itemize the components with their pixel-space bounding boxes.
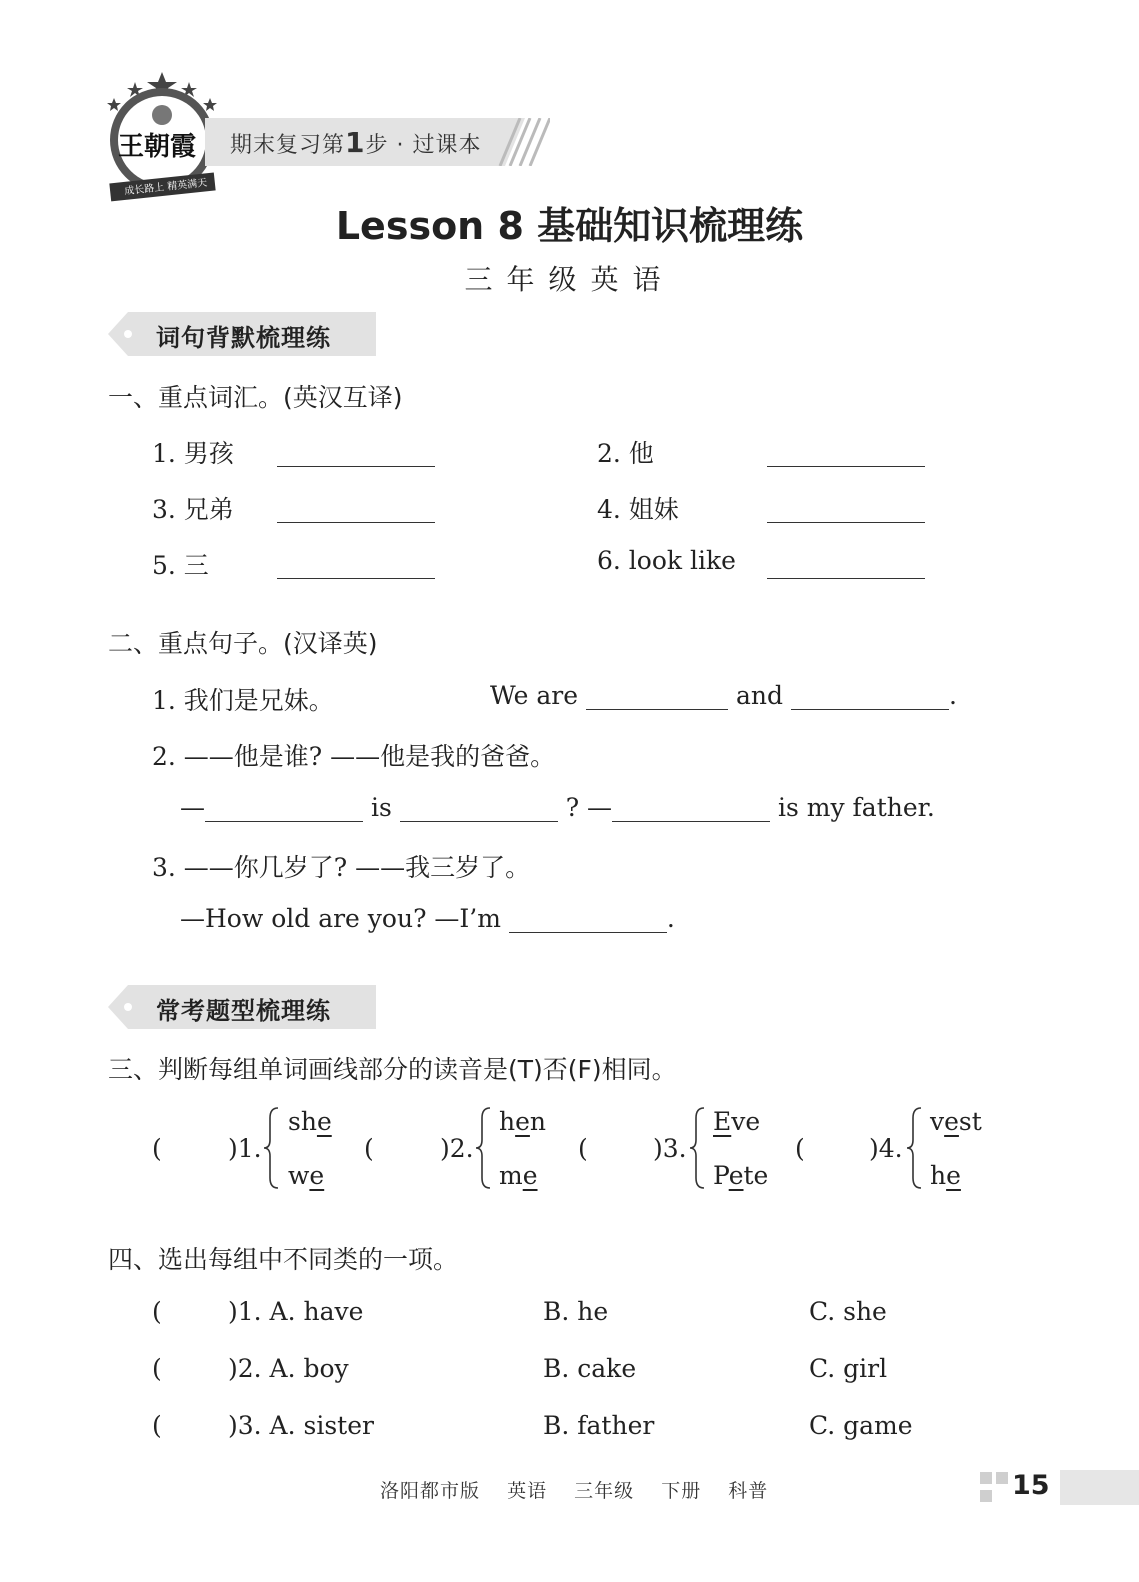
pron-group-num: )3. [653,1134,687,1163]
vocab-item-4: 4. 姐妹 [597,495,679,524]
footer-grade: 三年级 [574,1480,635,1502]
choice-option-a: )1. A. have [228,1297,364,1326]
pron-word: me [499,1161,538,1190]
choice-option-b: B. he [543,1297,609,1326]
vocab-answer-1[interactable] [277,442,435,467]
sentence-q2-blank-3[interactable] [612,797,770,822]
pron-word: she [288,1107,332,1136]
sentence-q1-en: We are and . [490,681,957,710]
vocab-item-6: 6. look like [597,546,736,575]
sentence-q1-cn: 1. 我们是兄妹。 [152,686,334,715]
page-footer [380,1476,788,1503]
page-number-bar [1060,1470,1139,1505]
answer-paren-open[interactable]: ( [152,1134,162,1163]
pron-word: he [930,1161,961,1190]
pron-word: Pete [713,1161,769,1190]
page-title: Lesson 8 基础知识梳理练 [335,204,804,248]
pron-group-num: )4. [869,1134,903,1163]
vocab-answer-6[interactable] [767,554,925,579]
section-tag-exam [108,985,376,1029]
answer-paren-open[interactable]: ( [152,1411,162,1440]
footer-volume: 下册 [661,1480,702,1502]
vocab-answer-2[interactable] [767,442,925,467]
badge-main-text: 王朝霞 [118,132,197,162]
pron-group-num: )1. [228,1134,262,1163]
part2-heading: 二、重点句子。(汉译英) [108,629,378,658]
choice-option-a: )2. A. boy [228,1354,349,1383]
brace-icon [905,1106,923,1190]
footer-subject: 英语 [507,1480,548,1502]
sentence-q3-blank[interactable] [509,908,667,933]
vocab-answer-4[interactable] [767,498,925,523]
pron-word: Eve [713,1107,761,1136]
pron-group-num: )2. [440,1134,474,1163]
section-tag-label: 词句背默梳理练 [156,324,331,352]
brace-icon [262,1106,280,1190]
pron-word: vest [930,1107,982,1136]
vocab-answer-5[interactable] [277,554,435,579]
sentence-q2-blank-2[interactable] [400,797,558,822]
footer-edition: 洛阳都市版 [380,1480,481,1502]
page-corner-squares-icon [980,1472,1010,1504]
choice-option-c: C. game [809,1411,913,1440]
pron-word: we [288,1161,325,1190]
pron-word: hen [499,1107,547,1136]
vocab-item-2: 2. 他 [597,439,654,468]
part1-heading: 一、重点词汇。(英汉互译) [108,383,403,412]
part3-heading: 三、判断每组单词画线部分的读音是(T)否(F)相同。 [108,1055,677,1084]
choice-option-b: B. cake [543,1354,637,1383]
sentence-q2-en: — is ? — is my father. [180,793,935,822]
part4-heading: 四、选出每组中不同类的一项。 [108,1245,459,1274]
sentence-q3-en: —How old are you? —I’m . [180,904,675,933]
badge-ribbon-text: 成长路上 精英满天 [123,177,208,198]
sentence-q3-cn: 3. ——你几岁了? ——我三岁了。 [152,853,531,882]
vocab-item-1: 1. 男孩 [152,439,234,468]
page-subtitle: 三年级英语 [464,263,675,296]
sentence-q1-blank-2[interactable] [791,685,949,710]
choice-option-b: B. father [543,1411,655,1440]
answer-paren-open[interactable]: ( [578,1134,588,1163]
section-tag-label: 常考题型梳理练 [156,997,331,1025]
brace-icon [474,1106,492,1190]
page-number: 15 [1012,1470,1050,1501]
answer-paren-open[interactable]: ( [152,1354,162,1383]
sentence-q2-cn: 2. ——他是谁? ——他是我的爸爸。 [152,742,556,771]
section-tag-recite [108,312,376,356]
vocab-answer-3[interactable] [277,498,435,523]
vocab-item-5: 5. 三 [152,551,209,580]
answer-paren-open[interactable]: ( [795,1134,805,1163]
sentence-q2-blank-1[interactable] [205,797,363,822]
answer-paren-open[interactable]: ( [152,1297,162,1326]
brace-icon [688,1106,706,1190]
header-banner-text: 期末复习第1步 · 过课本 [230,126,482,159]
sentence-q1-blank-1[interactable] [586,685,728,710]
choice-option-a: )3. A. sister [228,1411,374,1440]
choice-option-c: C. she [809,1297,887,1326]
answer-paren-open[interactable]: ( [364,1134,374,1163]
footer-publisher: 科普 [728,1480,769,1502]
choice-option-c: C. girl [809,1354,888,1383]
vocab-item-3: 3. 兄弟 [152,495,234,524]
